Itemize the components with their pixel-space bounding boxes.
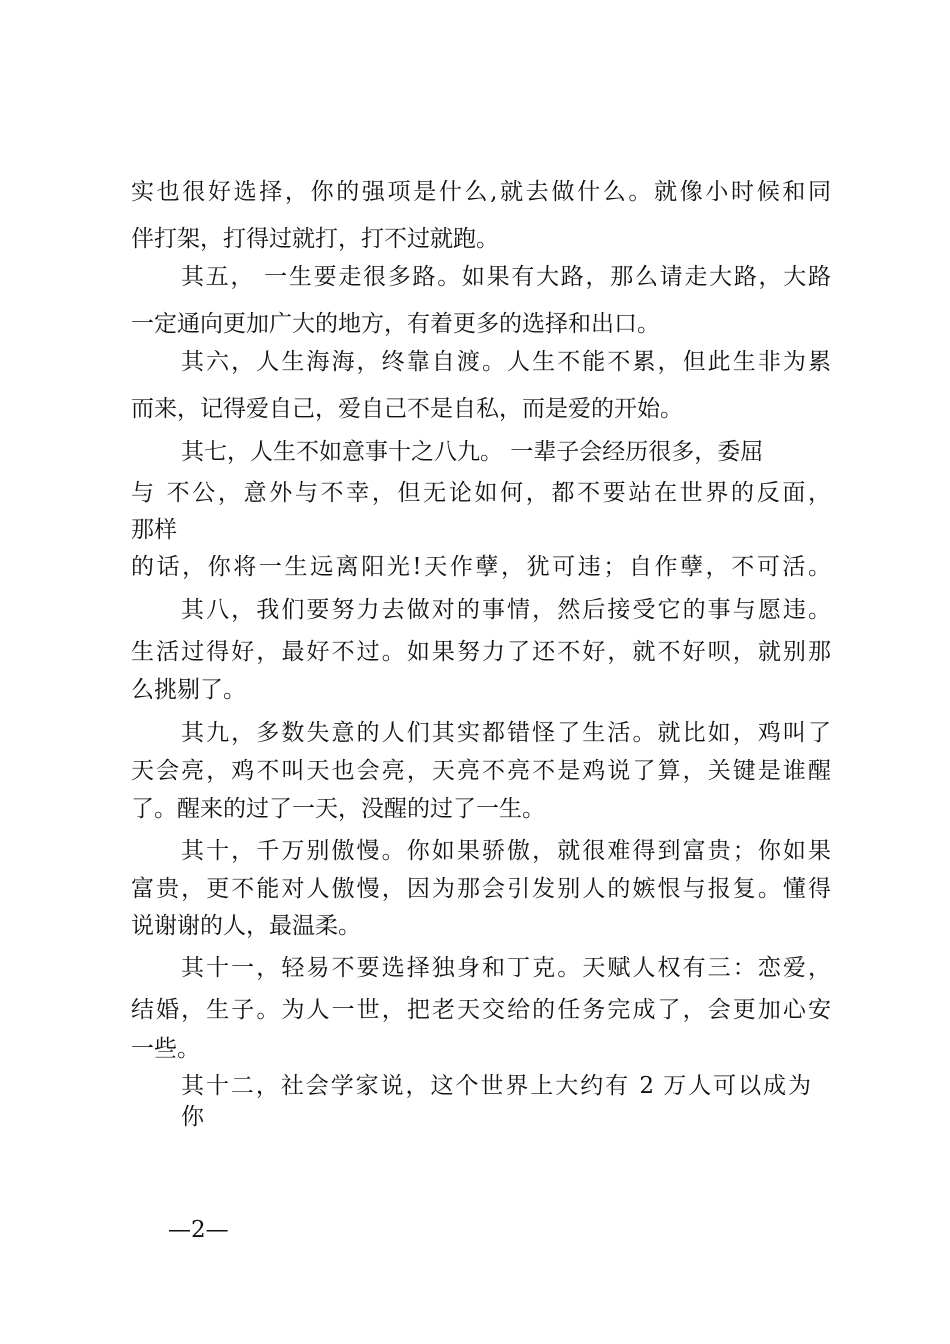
paragraph-11-line: 其十一，轻易不要选择独身和丁克。天赋人权有三：恋爱， [181, 955, 831, 981]
text-line: 富贵，更不能对人傲慢，因为那会引发别人的嫉恨与报复。懂得 [131, 876, 831, 902]
text-line: 实也很好选择，你的强项是什么,就去做什么。就像小时候和同 [131, 179, 831, 205]
page-number: —2— [168, 1217, 229, 1243]
text-line: 与 不公，意外与不幸，但无论如何，都不要站在世界的反面， [131, 480, 831, 506]
text-line: 了。醒来的过了一天，没醒的过了一生。 [131, 796, 545, 822]
text-line: 一些。 [131, 1036, 200, 1062]
text-line: 生活过得好，最好不过。如果努力了还不好，就不好呗，就别那 [131, 639, 831, 665]
text-line: 说谢谢的人，最温柔。 [131, 913, 361, 939]
text-line: 一定通向更加广大的地方，有着更多的选择和出口。 [131, 311, 660, 337]
text-line: 而来，记得爱自己，爱自己不是自私，而是爱的开始。 [131, 396, 683, 422]
text-line: 的话，你将一生远离阳光!天作孽，犹可违；自作孽，不可活。 [131, 554, 831, 580]
text-line: 你 [181, 1104, 204, 1130]
text-line: 天会亮，鸡不叫天也会亮，天亮不亮不是鸡说了算，关键是谁醒 [131, 758, 831, 784]
text-line: 么挑剔了。 [131, 677, 246, 703]
paragraph-8-line: 其八，我们要努力去做对的事情，然后接受它的事与愿违。 [181, 597, 831, 623]
text-line: 伴打架，打得过就打，打不过就跑。 [131, 226, 499, 252]
paragraph-6-line: 其六，人生海海，终靠自渡。人生不能不累，但此生非为累 [181, 349, 831, 375]
paragraph-12-line: 其十二，社会学家说，这个世界上大约有 2 万人可以成为 [181, 1073, 811, 1099]
paragraph-7-line: 其七，人生不如意事十之八九。 一辈子会经历很多，委屈 [181, 439, 764, 465]
text-line: 结婚，生子。为人一世，把老天交给的任务完成了，会更加心安 [131, 997, 831, 1023]
text-line: 那样 [131, 517, 177, 543]
paragraph-5-line: 其五， 一生要走很多路。如果有大路，那么请走大路，大路 [181, 264, 831, 290]
paragraph-9-line: 其九，多数失意的人们其实都错怪了生活。就比如，鸡叫了 [181, 720, 831, 746]
paragraph-10-line: 其十，千万别傲慢。你如果骄傲，就很难得到富贵；你如果 [181, 838, 831, 864]
